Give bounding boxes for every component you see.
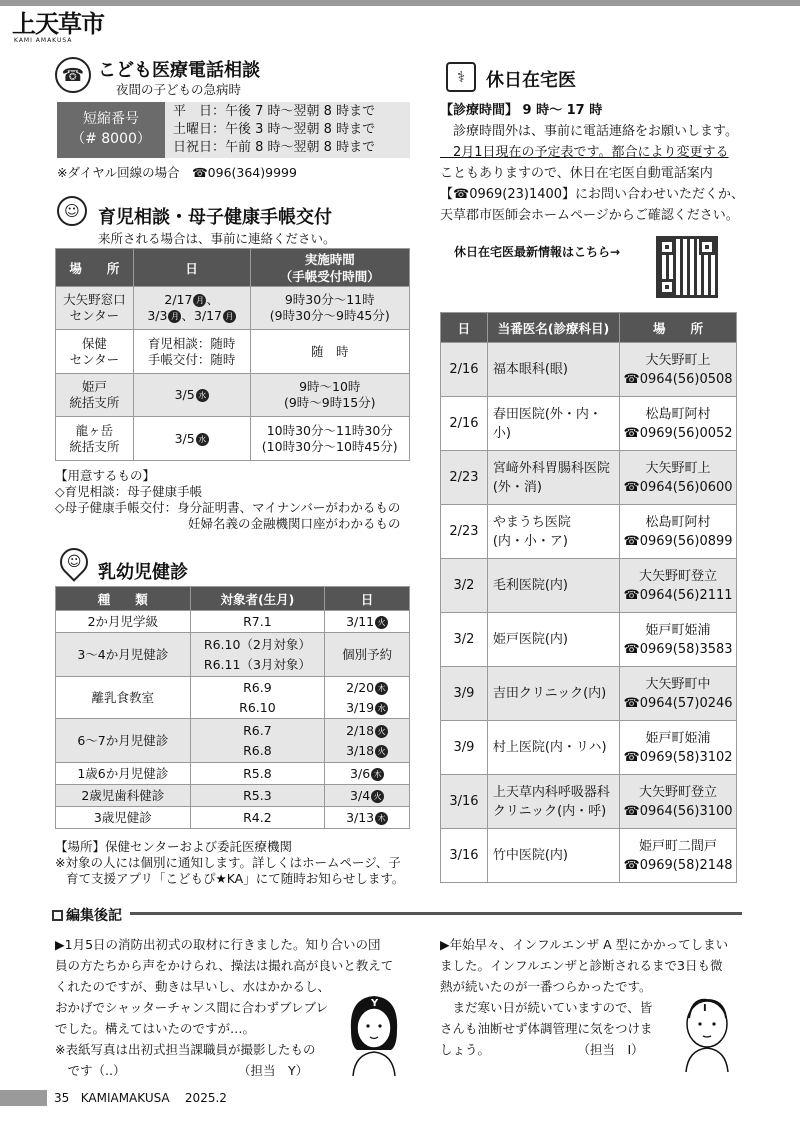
- location-cell: 松島町阿村 ☎0969(56)0052: [620, 397, 737, 451]
- kind-cell: 3～4か月児健診: [56, 633, 191, 677]
- place-cell: 姫戸 統括支所: [56, 374, 134, 417]
- table-row: [56, 719, 410, 763]
- monday-badge: 月: [193, 294, 206, 307]
- table-row: [441, 775, 737, 829]
- editor-title: 編集後記: [66, 908, 122, 924]
- table-row: [56, 633, 410, 677]
- kyujitsu-title: 休日在宅医: [486, 70, 576, 91]
- target-cell: R5.3: [190, 785, 325, 807]
- table-row: [56, 807, 410, 829]
- magazine-name: KAMIAMAKUSA: [80, 1091, 170, 1105]
- kyujitsu-line-5: 天草郡市医師会ホームページからご確認ください。: [440, 208, 739, 223]
- place-cell: 保健 センター: [56, 330, 134, 374]
- table-row: [441, 343, 737, 397]
- table-row: [441, 505, 737, 559]
- table-row: [441, 667, 737, 721]
- tuesday-badge: 火: [375, 725, 388, 738]
- tuesday-badge: 火: [375, 616, 388, 629]
- svg-text:I: I: [703, 1003, 707, 1014]
- editor-heading: [52, 905, 130, 925]
- editor-left-line: おかげでシャッターチャンス間に合わずブレブレ: [55, 1000, 329, 1015]
- location-cell: 大矢野町中 ☎0964(57)0246: [620, 667, 737, 721]
- date-cell: 育児相談：随時 手帳交付：随時: [133, 330, 250, 374]
- prepare-item-1: ◇育児相談：母子健康手帳: [55, 484, 203, 499]
- table-row: [56, 417, 410, 461]
- col-doctor: 当番医名(診療科目): [487, 313, 619, 343]
- dial-line-note: ※ダイヤル回線の場合 ☎096(364)9999: [57, 165, 297, 180]
- issue-date: 2025.2: [184, 1091, 227, 1105]
- city-logo: 上天草市: [12, 9, 104, 38]
- location-cell: 大矢野町上 ☎0964(56)0508: [620, 343, 737, 397]
- target-cell: R6.7 R6.8: [190, 719, 325, 763]
- editor-left-line: です（..） （担当 Y）: [55, 1063, 309, 1078]
- doctor-cell: 姫戸医院(内): [487, 613, 619, 667]
- date-cell: 3/5 水: [133, 374, 250, 417]
- baby-icon: ☺: [57, 196, 87, 226]
- table-row: [56, 611, 410, 633]
- table-row: [56, 330, 410, 374]
- table-row: [441, 451, 737, 505]
- editor-divider: [52, 912, 742, 915]
- day-cell: 3/11 火: [325, 611, 410, 633]
- city-logo-sub: KAMI AMAKUSA: [14, 37, 73, 44]
- time-cell: 10時30分～11時30分 (10時30分～10時45分): [250, 417, 410, 461]
- place-cell: 大矢野窓口 センター: [56, 287, 134, 330]
- editor-right-line: しょう。 （担当 I）: [440, 1042, 644, 1057]
- page-number: 35: [54, 1091, 70, 1105]
- editor-right-line: ▶年始早々、インフルエンザ A 型にかかってしまい: [440, 937, 729, 952]
- svg-text:Y: Y: [371, 998, 379, 1009]
- prepare-heading: 【用意するもの】: [55, 468, 156, 483]
- table-row: [441, 721, 737, 775]
- time-cell: 9時～10時 (9時～9時15分): [250, 374, 410, 417]
- day-cell: 3/9: [441, 721, 488, 775]
- day-cell: 3/6 木: [325, 763, 410, 785]
- kyujitsu-line-4: 【☎0969(23)1400】にお問い合わせいただくか、: [440, 187, 745, 202]
- kind-cell: 3歳児健診: [56, 807, 191, 829]
- kyujitsu-line-1: 診療時間外は、事前に電話連絡をお願いします。: [440, 124, 738, 139]
- editor-left-line: ※表紙写真は出初式担当課職員が撮影したもの: [55, 1042, 316, 1057]
- target-cell: R6.9 R6.10: [190, 677, 325, 719]
- col-time: 実施時間 （手帳受付時間）: [250, 249, 410, 287]
- phone-consult-subtitle: 夜間の子どもの急病時: [116, 82, 242, 97]
- day-cell: 2/16: [441, 397, 488, 451]
- hours-saturday: 土曜日：午後 3 時～翌朝 8 時まで: [173, 122, 376, 137]
- editor-left-line: くれたのですが、動きは早いし、水はかかるし、: [55, 979, 331, 994]
- footer-bar: [0, 1090, 47, 1106]
- day-cell: 3/16: [441, 829, 488, 883]
- col-kind: 種 類: [56, 587, 191, 611]
- day-cell: 2/23: [441, 451, 488, 505]
- editor-left-line: 員の方たちから声をかけられ、操法は撮れ高が良いと教えて: [55, 958, 394, 973]
- table-row: [441, 559, 737, 613]
- thursday-badge: 木: [375, 812, 388, 825]
- editor-y-illustration: [343, 990, 405, 1076]
- square-icon: [52, 910, 63, 921]
- date-cell: 3/5 水: [133, 417, 250, 461]
- table-row: [56, 677, 410, 719]
- child-pin-icon: ☺: [54, 542, 94, 582]
- hours-holiday: 日祝日：午前 8 時～翌朝 8 時まで: [173, 140, 376, 155]
- telephone-icon: ☎: [55, 57, 91, 93]
- location-cell: 姫戸町二間戸 ☎0969(58)2148: [620, 829, 737, 883]
- day-cell: 3/16: [441, 775, 488, 829]
- day-cell: 3/2: [441, 559, 488, 613]
- col-date: 日: [133, 249, 250, 287]
- footer-text: [54, 1090, 227, 1106]
- date-cell: 2/17 月 、 3/3 月 、3/17 月: [133, 287, 250, 330]
- table-row: [441, 397, 737, 451]
- ikuji-table: [55, 248, 410, 461]
- editor-i-illustration: [676, 992, 738, 1072]
- editor-right-line: まだ寒い日が続いていますので、皆: [440, 1000, 653, 1015]
- location-cell: 姫戸町姫浦 ☎0969(58)3583: [620, 613, 737, 667]
- hours-weekday: 平 日：午後 7 時～翌朝 8 時まで: [173, 104, 376, 119]
- location-cell: 松島町阿村 ☎0969(56)0899: [620, 505, 737, 559]
- place-cell: 龍ヶ岳 統括支所: [56, 417, 134, 461]
- doctor-cell: 竹中医院(内): [487, 829, 619, 883]
- editor-left-line: でした。構えてはいたのですが…。: [55, 1021, 256, 1036]
- tuesday-badge: 火: [375, 745, 388, 758]
- wednesday-badge: 水: [196, 389, 209, 402]
- day-cell: 2/16: [441, 343, 488, 397]
- day-cell: 2/18 火 3/18 火: [325, 719, 410, 763]
- table-row: [56, 374, 410, 417]
- doctor-cell: やまうち医院 (内・小・ア): [487, 505, 619, 559]
- short-number-label: 短縮番号: [83, 111, 139, 127]
- kind-cell: 2か月児学級: [56, 611, 191, 633]
- doctor-icon: ⚕: [446, 62, 476, 92]
- doctor-cell: 春田医院(外・内・小): [487, 397, 619, 451]
- col-location: 場 所: [620, 313, 737, 343]
- ikuji-title: 育児相談・母子健康手帳交付: [98, 207, 332, 228]
- col-target: 対象者(生月): [190, 587, 325, 611]
- kenshin-place-note: 【場所】保健センターおよび委託医療機関: [55, 839, 293, 854]
- editor-left-line: ▶1月5日の消防出初式の取材に行きました。知り合いの団: [55, 937, 381, 952]
- target-cell: R5.8: [190, 763, 325, 785]
- phone-hours-box: [165, 102, 410, 158]
- target-cell: R7.1: [190, 611, 325, 633]
- consult-hours: 【診療時間】 9 時～ 17 時: [440, 103, 603, 118]
- kind-cell: 6～7か月児健診: [56, 719, 191, 763]
- prepare-item-2: ◇母子健康手帳交付：身分証明書、マイナンバーがわかるもの: [55, 500, 401, 515]
- kyujitsu-line-3: こともありますので、休日在宅医自動電話案内: [440, 166, 713, 181]
- location-cell: 大矢野町登立 ☎0964(56)2111: [620, 559, 737, 613]
- table-row: [441, 613, 737, 667]
- qr-label: 休日在宅医最新情報はこちら→: [454, 245, 621, 259]
- doctor-cell: 宮﨑外科胃腸科医院 (外・消): [487, 451, 619, 505]
- wednesday-badge: 水: [375, 702, 388, 715]
- qr-code[interactable]: [656, 236, 718, 298]
- doctor-cell: 村上医院(内・リハ): [487, 721, 619, 775]
- target-cell: R6.10（2月対象） R6.11（3月対象）: [190, 633, 325, 677]
- location-cell: 大矢野町上 ☎0964(56)0600: [620, 451, 737, 505]
- day-cell: 3/9: [441, 667, 488, 721]
- kind-cell: 2歳児歯科健診: [56, 785, 191, 807]
- kyujitsu-line-2: 2月1日現在の予定表です。都合により変更する: [440, 145, 729, 160]
- editor-right-line: 熱が続いたのが一番つらかったです。: [440, 979, 652, 994]
- ikuji-subtitle: 来所される場合は、事前に連絡ください。: [98, 231, 336, 246]
- col-day: 日: [325, 587, 410, 611]
- table-row: [56, 287, 410, 330]
- kenshin-table: [55, 586, 410, 829]
- location-cell: 大矢野町登立 ☎0964(56)3100: [620, 775, 737, 829]
- day-cell: 2/23: [441, 505, 488, 559]
- thursday-badge: 木: [371, 768, 384, 781]
- col-place: 場 所: [56, 249, 134, 287]
- monday-badge: 月: [223, 310, 236, 323]
- table-row: [56, 785, 410, 807]
- table-row: [441, 829, 737, 883]
- tuesday-badge: 火: [371, 790, 384, 803]
- kind-cell: 離乳食教室: [56, 677, 191, 719]
- doctor-cell: 福本眼科(眼): [487, 343, 619, 397]
- day-cell: 3/13 木: [325, 807, 410, 829]
- day-cell: 2/20 木 3/19 水: [325, 677, 410, 719]
- day-cell: 個別予約: [325, 633, 410, 677]
- kind-cell: 1歳6か月児健診: [56, 763, 191, 785]
- short-number-value: （# 8000）: [71, 131, 151, 147]
- short-number-box: [57, 102, 165, 158]
- wednesday-badge: 水: [196, 433, 209, 446]
- prepare-item-2-cont: 妊婦名義の金融機関口座がわかるもの: [188, 516, 401, 531]
- day-cell: 3/2: [441, 613, 488, 667]
- time-cell: 随 時: [250, 330, 410, 374]
- day-cell: 3/4 火: [325, 785, 410, 807]
- kenshin-notice-2: 育て支援アプリ「こどもぴ★KA」にて随時お知らせします。: [66, 871, 405, 886]
- top-bar: [0, 0, 800, 6]
- doctor-cell: 毛利医院(内): [487, 559, 619, 613]
- time-cell: 9時30分～11時 (9時30分～9時45分): [250, 287, 410, 330]
- location-cell: 姫戸町姫浦 ☎0969(58)3102: [620, 721, 737, 775]
- editor-right-line: ました。インフルエンザと診断されるまで3日も微: [440, 958, 723, 973]
- table-row: [56, 763, 410, 785]
- monday-badge: 月: [168, 310, 181, 323]
- doctor-cell: 吉田クリニック(内): [487, 667, 619, 721]
- duty-doctor-table: [440, 312, 737, 883]
- thursday-badge: 木: [375, 682, 388, 695]
- kenshin-notice-1: ※対象の人には個別に通知します。詳しくはホームページ、子: [55, 855, 401, 870]
- phone-consult-title: こども医療電話相談: [98, 60, 260, 81]
- target-cell: R4.2: [190, 807, 325, 829]
- doctor-cell: 上天草内科呼吸器科 クリニック(内・呼): [487, 775, 619, 829]
- kenshin-title: 乳幼児健診: [98, 562, 188, 583]
- col-day: 日: [441, 313, 488, 343]
- editor-right-line: さんも油断せず体調管理に気をつけま: [440, 1021, 653, 1036]
